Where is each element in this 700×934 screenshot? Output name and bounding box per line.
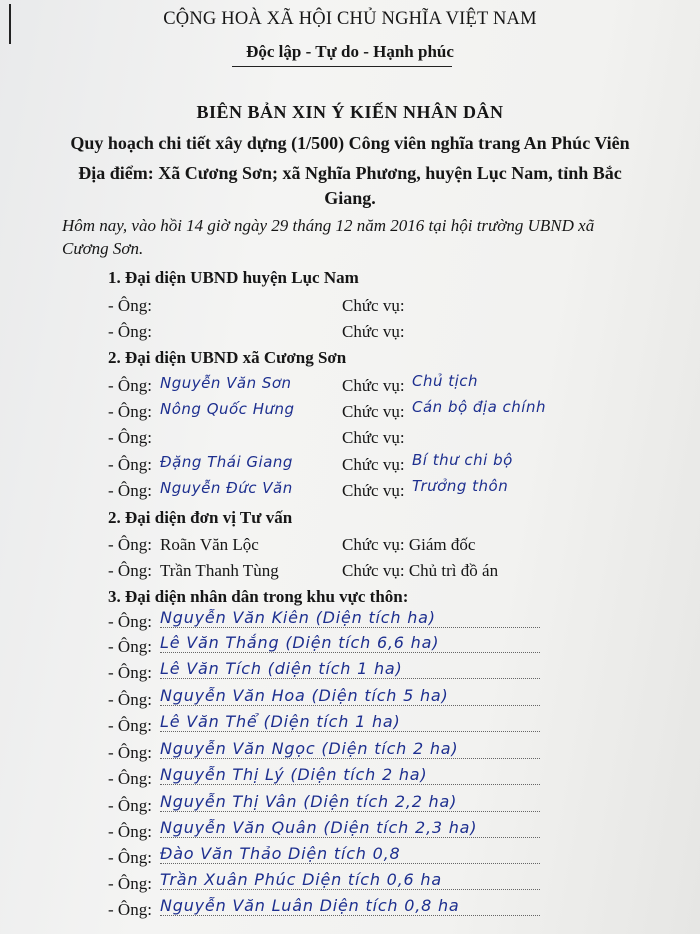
- section-2-row: [0, 477, 700, 505]
- handwritten-name: Nông Quốc Hưng: [160, 400, 295, 418]
- resident-row: [0, 714, 700, 740]
- resident-row: [0, 898, 700, 924]
- ong-label: - Ông:: [108, 769, 152, 788]
- resident-row: [0, 741, 700, 767]
- resident-row: [0, 661, 700, 687]
- motto-underline: [232, 66, 452, 67]
- ong-label: - Ông:: [108, 743, 152, 762]
- section-2-row: [0, 428, 700, 452]
- handwritten-name: Đặng Thái Giang: [160, 453, 293, 471]
- handwritten-name: Nguyễn Đức Văn: [160, 479, 293, 497]
- nation-heading: CỘNG HOÀ XÃ HỘI CHỦ NGHĨA VIỆT NAM: [163, 9, 537, 29]
- handwritten-resident: Lê Văn Tích (diện tích 1 ha): [160, 659, 403, 678]
- section-1-row: [0, 296, 700, 320]
- ong-label: - Ông:: [108, 637, 152, 656]
- section-3-heading: 2. Đại diện đơn vị Tư vấn: [108, 508, 293, 527]
- ong-label: - Ông:: [108, 716, 152, 735]
- chuc-vu-label: Chức vụ:: [342, 376, 405, 395]
- ong-label: - Ông:: [108, 796, 152, 815]
- handwritten-resident: Nguyễn Văn Kiên (Diện tích ha): [160, 608, 436, 627]
- chuc-vu-label: Chức vụ:: [342, 455, 405, 474]
- document-title: BIÊN BẢN XIN Ý KIẾN NHÂN DÂN: [196, 102, 504, 122]
- dotted-line: [160, 627, 540, 628]
- handwritten-position: Chủ tịch: [412, 372, 479, 390]
- dotted-line: [160, 889, 540, 890]
- ong-label: - Ông:: [108, 296, 152, 315]
- ong-label: - Ông:: [108, 376, 152, 395]
- ong-label: - Ông:: [108, 561, 152, 580]
- resident-row: [0, 846, 700, 872]
- intro-line-1: Hôm nay, vào hồi 14 giờ ngày 29 tháng 12 năm 2016 tại hội trường UBND xã: [62, 216, 595, 235]
- ong-label: - Ông:: [108, 663, 152, 682]
- ong-label: - Ông:: [108, 535, 152, 554]
- chuc-vu-label: Chức vụ:: [342, 428, 405, 447]
- ong-label: - Ông:: [108, 612, 152, 631]
- handwritten-position: Trưởng thôn: [412, 477, 509, 495]
- chuc-vu-label: Chức vụ:: [342, 322, 405, 341]
- handwritten-resident: Đào Văn Thảo Diện tích 0,8: [160, 844, 401, 863]
- section-1-heading: 1. Đại diện UBND huyện Lục Nam: [108, 268, 359, 287]
- dotted-line: [160, 784, 540, 785]
- dotted-line: [160, 811, 540, 812]
- section-2-row: [0, 398, 700, 426]
- consultant-name: Trần Thanh Tùng: [160, 561, 279, 580]
- handwritten-resident: Nguyễn Thị Vân (Diện tích 2,2 ha): [160, 792, 458, 811]
- section-2-heading: 2. Đại diện UBND xã Cương Sơn: [108, 348, 347, 367]
- handwritten-resident: Nguyễn Văn Hoa (Diện tích 5 ha): [160, 686, 449, 705]
- consultant-position: Chức vụ: Chủ trì đồ án: [342, 561, 499, 580]
- ong-label: - Ông:: [108, 900, 152, 919]
- dotted-line: [160, 678, 540, 679]
- dotted-line: [160, 705, 540, 706]
- section-2-row: [0, 451, 700, 479]
- ong-label: - Ông:: [108, 690, 152, 709]
- ong-label: - Ông:: [108, 455, 152, 474]
- handwritten-resident: Nguyễn Văn Quân (Diện tích 2,3 ha): [160, 818, 478, 837]
- dotted-line: [160, 863, 540, 864]
- ong-label: - Ông:: [108, 848, 152, 867]
- handwritten-resident: Lê Văn Thắng (Diện tích 6,6 ha): [160, 633, 440, 652]
- handwritten-resident: Nguyễn Văn Ngọc (Diện tích 2 ha): [160, 739, 459, 758]
- consultant-row: [0, 535, 700, 559]
- handwritten-name: Nguyễn Văn Sơn: [160, 374, 292, 392]
- resident-row: [0, 794, 700, 820]
- resident-row: [0, 688, 700, 714]
- section-2-row: [0, 372, 700, 400]
- chuc-vu-label: Chức vụ:: [342, 402, 405, 421]
- ong-label: - Ông:: [108, 822, 152, 841]
- dotted-line: [160, 915, 540, 916]
- ong-label: - Ông:: [108, 322, 152, 341]
- consultant-name: Roãn Văn Lộc: [160, 535, 259, 554]
- consultant-row: [0, 561, 700, 585]
- section-4-heading: 3. Đại diện nhân dân trong khu vực thôn:: [108, 587, 409, 606]
- motto: Độc lập - Tự do - Hạnh phúc: [246, 42, 454, 61]
- handwritten-resident: Trần Xuân Phúc Diện tích 0,6 ha: [160, 870, 442, 889]
- document-subtitle: Quy hoạch chi tiết xây dựng (1/500) Công viên nghĩa trang An Phúc Viên: [70, 133, 630, 153]
- handwritten-position: Bí thư chi bộ: [412, 451, 513, 469]
- dotted-line: [160, 652, 540, 653]
- chuc-vu-label: Chức vụ:: [342, 296, 405, 315]
- resident-row: [0, 635, 700, 661]
- ong-label: - Ông:: [108, 428, 152, 447]
- dotted-line: [160, 837, 540, 838]
- dotted-line: [160, 731, 540, 732]
- location-line-1: Địa điểm: Xã Cương Sơn; xã Nghĩa Phương, huyện Lục Nam, tỉnh Bắc: [78, 163, 622, 183]
- ong-label: - Ông:: [108, 402, 152, 421]
- handwritten-resident: Nguyễn Thị Lý (Diện tích 2 ha): [160, 765, 428, 784]
- location-line-2: Giang.: [324, 188, 376, 208]
- chuc-vu-label: Chức vụ:: [342, 481, 405, 500]
- resident-row: [0, 872, 700, 898]
- section-1-row: [0, 322, 700, 346]
- resident-row: [0, 820, 700, 846]
- ong-label: - Ông:: [108, 481, 152, 500]
- handwritten-resident: Lê Văn Thể (Diện tích 1 ha): [160, 712, 401, 731]
- handwritten-resident: Nguyễn Văn Luân Diện tích 0,8 ha: [160, 896, 460, 915]
- ong-label: - Ông:: [108, 874, 152, 893]
- resident-row: [0, 767, 700, 793]
- consultant-position: Chức vụ: Giám đốc: [342, 535, 476, 554]
- handwritten-position: Cán bộ địa chính: [412, 398, 546, 416]
- dotted-line: [160, 758, 540, 759]
- intro-line-2: Cương Sơn.: [62, 239, 144, 258]
